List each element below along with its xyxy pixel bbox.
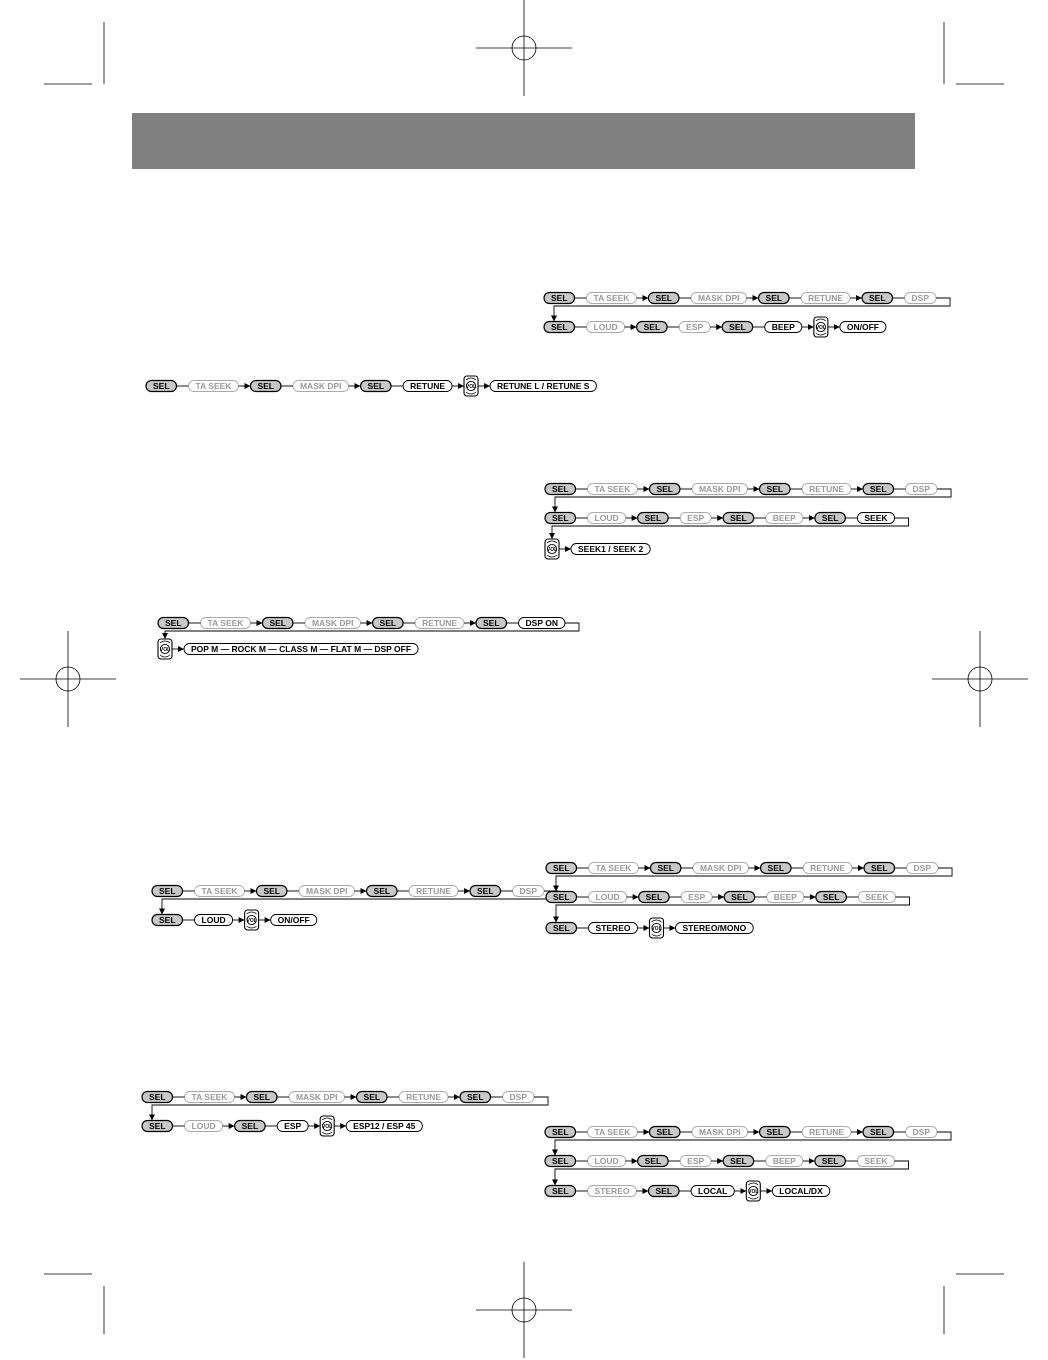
pill-label: TA SEEK [191,1092,228,1102]
pill-label: SEL [731,892,748,902]
active-option-pill [691,1186,734,1197]
pill-label: SEL [263,886,280,896]
pill-label: RETUNE [809,1127,845,1137]
sel-button [357,1092,388,1103]
flow-retune [146,376,596,396]
sel-button [142,1092,173,1103]
pill-label: SEEK1 / SEEK 2 [578,544,644,554]
sel-button [724,892,755,903]
pill-label: SEL [871,863,888,873]
inactive-option-pill [679,322,710,333]
pill-label: SEL [656,1127,673,1137]
pill-label: SEL [870,484,887,494]
inactive-option-pill [692,484,748,495]
active-option-pill [772,1186,829,1197]
active-option-pill [277,1121,308,1132]
inactive-option-pill [906,1127,937,1138]
pill-label: SEL [656,484,673,494]
vol-knob-icon [464,376,478,396]
pill-label: STEREO [595,923,631,933]
pill-label: SEL [765,293,783,303]
pill-label: RETUNE [808,293,844,303]
sel-button [158,618,189,629]
inactive-option-pill [589,863,639,874]
pill-label: DSP [912,1127,931,1137]
inactive-option-pill [857,1156,894,1167]
inactive-option-pill [802,1127,851,1138]
sel-button [862,293,893,304]
vol-knob-label: VOL [246,917,257,924]
inactive-option-pill [767,892,804,903]
vol-knob-icon [649,918,663,938]
sel-button [545,1127,576,1138]
active-option-pill [840,322,886,333]
sel-button [759,293,790,304]
flow-groups [142,293,952,1202]
pill-label: LOCAL [698,1186,728,1196]
pill-label: MASK DPI [699,863,742,873]
pill-label: BEEP [772,1156,796,1166]
inactive-option-pill [305,618,361,629]
pill-label: MASK DPI [698,1127,741,1137]
sel-button [761,863,792,874]
pill-label: SEL [730,1156,747,1166]
sel-button [262,618,293,629]
inactive-option-pill [766,513,803,524]
sel-button [637,322,668,333]
sel-button [815,1156,846,1167]
active-option-pill [403,381,452,392]
inactive-option-pill [415,618,464,629]
active-option-pill [195,915,233,926]
pill-label: POP M — ROCK M — CLASS M — FLAT M — DSP OFF [191,644,412,654]
pill-label: SEL [149,1092,166,1102]
inactive-option-pill [513,886,544,897]
pill-label: SEL [551,293,568,303]
pill-label: SEEK [864,513,888,523]
sel-button [250,381,281,392]
pill-label: RETUNE [809,484,845,494]
pill-label: STEREO [594,1186,630,1196]
flow-dsp [158,618,579,660]
sel-button [650,863,681,874]
pill-label: ESP [687,1156,705,1166]
inactive-option-pill [399,1092,448,1103]
sel-button [722,322,753,333]
inactive-option-pill [681,892,712,903]
sel-button [546,892,577,903]
pill-label: RETUNE [810,863,846,873]
vol-knob-label: VOL [815,324,826,331]
pill-label: ESP [284,1121,302,1131]
pill-label: LOUD [191,1121,216,1131]
sel-button [639,892,670,903]
pill-label: SEL [821,1156,839,1166]
pill-label: ESP [687,513,705,523]
vol-knob-label: VOL [651,925,662,932]
sel-button [864,863,895,874]
inactive-option-pill [766,1156,803,1167]
vol-knob-label: VOL [546,546,558,553]
sel-button [476,618,507,629]
sel-button [649,484,680,495]
sel-button [723,1156,754,1167]
sel-button [815,513,846,524]
active-option-pill [490,381,596,392]
pill-label: SEL [644,513,662,523]
sel-button [816,892,847,903]
pill-label: SEL [552,513,569,523]
sel-button [863,1127,894,1138]
vol-knob-label: VOL [322,1123,333,1130]
pill-label: BEEP [773,892,797,902]
pill-label: SEL [729,322,746,332]
pill-label: ON/OFF [846,322,879,332]
pill-label: MASK DPI [299,381,342,391]
inactive-option-pill [587,322,625,333]
inactive-option-pill [905,293,936,304]
sel-button [460,1092,491,1103]
pill-label: SEL [552,484,569,494]
pill-label: LOUD [594,513,619,523]
pill-label: RETUNE [416,886,452,896]
pill-label: TA SEEK [195,381,232,391]
sel-button [545,1156,576,1167]
pill-label: SEL [477,886,494,896]
inactive-option-pill [409,886,458,897]
pill-label: SEL [553,892,570,902]
sel-button [649,1127,680,1138]
pill-label: ESP [688,892,706,902]
flow-seek [545,484,951,560]
pill-label: SEL [257,381,274,391]
flow-beep [544,293,950,338]
pill-label: SEL [467,1092,484,1102]
sel-button [546,863,577,874]
pill-label: SEL [645,892,663,902]
pill-label: SEL [269,618,286,628]
active-option-pill [589,923,638,934]
pill-label: TA SEEK [207,618,244,628]
sel-button [361,381,392,392]
pill-label: SEL [657,863,674,873]
pill-label: BEEP [772,513,796,523]
sel-button [152,886,183,897]
active-option-pill [346,1121,422,1132]
inactive-option-pill [907,863,938,874]
inactive-option-pill [589,892,627,903]
vol-knob-icon [746,1181,760,1201]
vol-knob-label: VOL [465,383,477,390]
pill-label: LOUD [595,892,620,902]
inactive-option-pill [293,381,349,392]
inactive-option-pill [588,513,626,524]
active-option-pill [857,513,894,524]
active-option-pill [675,923,753,934]
inactive-option-pill [503,1092,534,1103]
pill-label: MASK DPI [697,293,740,303]
inactive-option-pill [588,1186,637,1197]
pill-label: TA SEEK [594,1127,631,1137]
sel-button [373,618,404,629]
print-marks [20,0,1028,1358]
sel-button [544,322,575,333]
pill-label: SEL [553,923,570,933]
pill-label: SEL [730,513,747,523]
inactive-option-pill [693,863,749,874]
inactive-option-pill [802,484,851,495]
pill-label: TA SEEK [593,293,630,303]
pill-label: SEL [159,915,176,925]
pill-label: RETUNE [406,1092,442,1102]
sel-button [863,484,894,495]
pill-label: DSP [509,1092,528,1102]
vol-knob-icon [245,910,259,930]
pill-label: MASK DPI [311,618,354,628]
vol-knob-icon [545,539,559,559]
sel-button [544,293,575,304]
inactive-option-pill [185,1092,235,1103]
registration-mark-icon [476,0,572,96]
inactive-option-pill [201,618,251,629]
pill-label: SEL [766,1127,784,1137]
pill-label: SEL [367,381,385,391]
pill-label: DSP [911,293,930,303]
pill-label: MASK DPI [698,484,741,494]
inactive-option-pill [691,293,747,304]
pill-label: SEL [159,886,176,896]
inactive-option-pill [587,293,637,304]
pill-label: TA SEEK [201,886,238,896]
active-option-pill [519,618,565,629]
pill-label: SEL [643,322,661,332]
pill-label: BEEP [771,322,795,332]
pill-label: SEL [552,1156,569,1166]
inactive-option-pill [588,1127,638,1138]
vol-knob-icon [814,317,828,337]
vol-knob-label: VOL [748,1188,759,1195]
flow-esp [142,1092,548,1137]
inactive-option-pill [185,1121,223,1132]
inactive-option-pill [692,1127,748,1138]
vol-knob-icon [158,639,172,659]
sel-button [142,1121,173,1132]
flow-local [545,1127,951,1202]
pill-label: DSP ON [525,618,558,628]
pill-label: MASK DPI [295,1092,338,1102]
pill-label: ON/OFF [277,915,310,925]
inactive-option-pill [588,1156,626,1167]
vol-knob-label: VOL [159,646,171,653]
registration-mark-icon [20,631,116,727]
inactive-option-pill [803,863,852,874]
pill-label: SEL [153,381,170,391]
sel-button [546,923,577,934]
pill-label: LOCAL/DX [779,1186,823,1196]
inactive-option-pill [858,892,895,903]
inactive-option-pill [801,293,850,304]
pill-label: LOUD [594,1156,619,1166]
inactive-option-pill [588,484,638,495]
active-option-pill [765,322,802,333]
sel-button [638,1156,669,1167]
inactive-option-pill [189,381,239,392]
inactive-option-pill [680,513,711,524]
pill-label: RETUNE [410,381,446,391]
pill-label: SEL [766,484,784,494]
sel-button [545,484,576,495]
active-option-pill [571,544,650,555]
inactive-option-pill [195,886,245,897]
pill-label: SEL [483,618,500,628]
pill-label: SEL [241,1121,259,1131]
inactive-option-pill [680,1156,711,1167]
registration-mark-icon [476,1262,572,1358]
pill-label: SEL [379,618,397,628]
sel-button [146,381,177,392]
pill-label: LOUD [593,322,618,332]
pill-label: SEL [165,618,182,628]
pill-label: SEEK [865,892,889,902]
sel-button [367,886,398,897]
pill-label: STEREO/MONO [682,923,747,933]
pill-label: SEL [655,293,672,303]
pill-label: SEL [767,863,785,873]
inactive-option-pill [289,1092,345,1103]
pill-label: DSP [912,484,931,494]
sel-button [246,1092,277,1103]
active-option-pill [184,644,418,655]
pill-label: SEL [821,513,839,523]
pill-label: SEL [553,863,570,873]
pill-label: SEL [552,1127,569,1137]
inactive-option-pill [906,484,937,495]
pill-label: SEL [551,322,568,332]
vol-knob-icon [320,1116,334,1136]
inactive-option-pill [299,886,355,897]
flow-stereo [546,863,952,939]
pill-label: MASK DPI [305,886,348,896]
sel-button [152,915,183,926]
pill-label: RETUNE [422,618,458,628]
pill-label: TA SEEK [594,484,631,494]
pill-label: SEL [869,293,886,303]
pill-label: DSP [913,863,932,873]
pill-label: ESP [686,322,704,332]
pill-label: SEL [552,1186,569,1196]
pill-label: DSP [519,886,538,896]
pill-label: SEL [149,1121,166,1131]
flow-loud [152,886,558,931]
pill-label: SEL [253,1092,270,1102]
pill-label: TA SEEK [595,863,632,873]
sel-button [470,886,501,897]
sel-button [723,513,754,524]
pill-label: LOUD [201,915,226,925]
sel-button [760,484,791,495]
pill-label: SEL [373,886,391,896]
pill-label: SEEK [864,1156,888,1166]
registration-mark-icon [932,631,1028,727]
pill-label: ESP12 / ESP 45 [353,1121,416,1131]
sel-button [545,513,576,524]
sel-button [235,1121,266,1132]
pill-label: SEL [870,1127,887,1137]
pill-label: RETUNE L / RETUNE S [497,381,590,391]
active-option-pill [271,915,317,926]
sel-button [648,1186,679,1197]
sel-button [648,293,679,304]
sel-button [256,886,287,897]
sel-button [760,1127,791,1138]
sel-button [545,1186,576,1197]
pill-label: SEL [822,892,840,902]
pill-label: SEL [363,1092,381,1102]
sel-button [638,513,669,524]
pill-label: SEL [644,1156,662,1166]
pill-label: SEL [655,1186,673,1196]
